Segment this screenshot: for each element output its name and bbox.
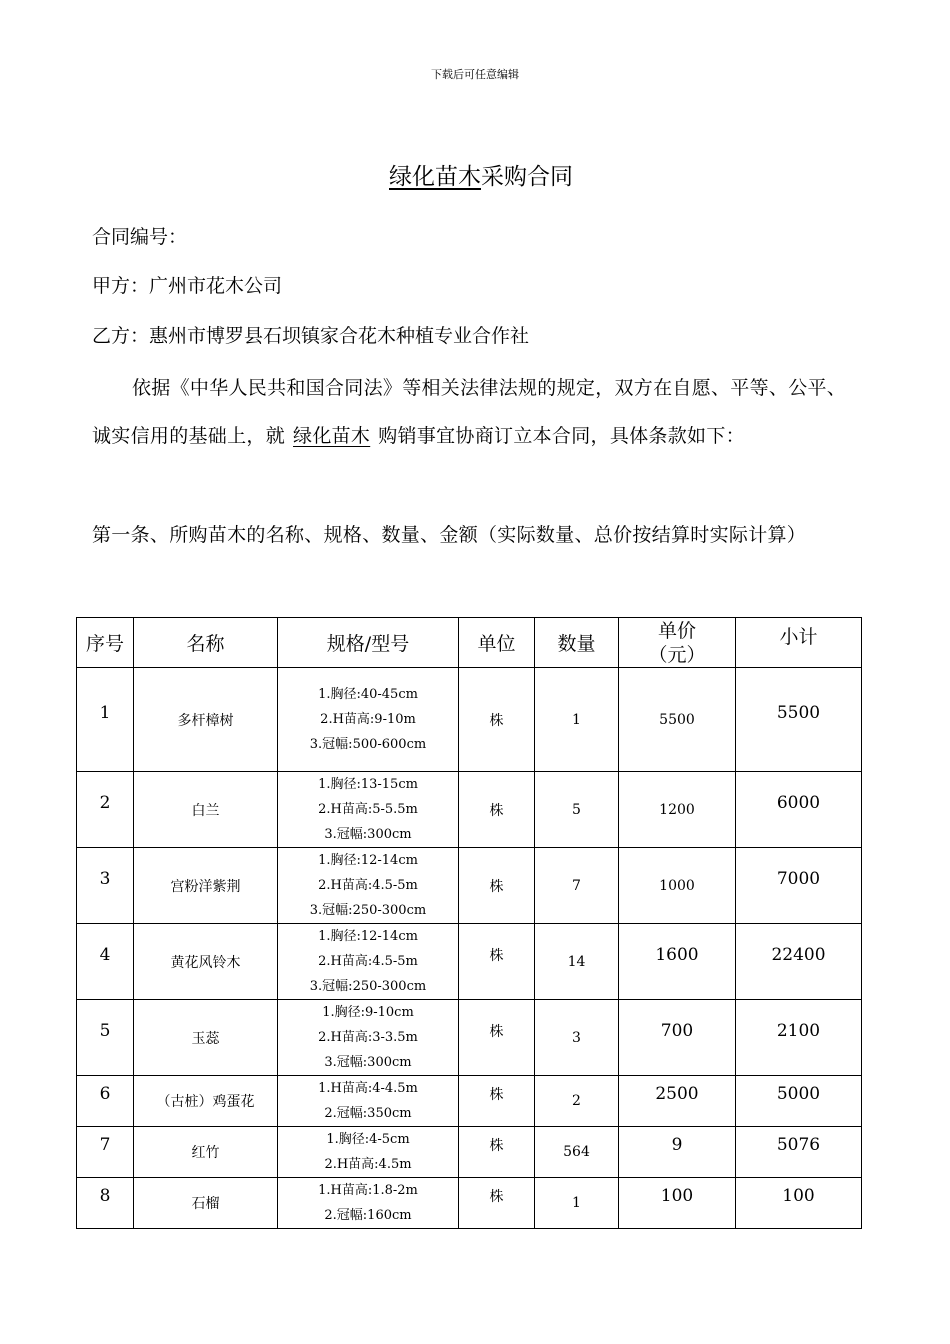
cell-no	[77, 924, 134, 1000]
table-row	[77, 772, 862, 848]
cell-unit: 株	[459, 772, 535, 848]
cell-qty: 3	[535, 1000, 619, 1076]
party-b: 乙方：惠州市博罗县石坝镇家合花木种植专业合作社	[92, 325, 530, 347]
cell-unit-text: 株	[489, 1023, 504, 1040]
spec-line: 3.冠幅:250-300cm	[309, 903, 427, 918]
header-price	[619, 618, 736, 668]
cell-qty: 7	[535, 848, 619, 924]
clause-intro-before: 依据《中华人民共和国合同法》等相关法律法规的规定，双方在自愿、平等、公平、诚实信用的基础上，就	[92, 377, 847, 447]
title-rest: 采购合同	[481, 164, 573, 190]
cell-qty: 1	[535, 668, 619, 772]
spec-line: 2.H苗高:5-5.5m	[318, 802, 418, 817]
cell-subtotal	[736, 1000, 862, 1076]
cell-subtotal	[736, 668, 862, 772]
cell-unit-text: 株	[489, 1138, 504, 1154]
title-subject: 绿化苗木	[389, 164, 481, 190]
cell-price	[619, 1178, 736, 1229]
spec-line: 1.胸径:12-14cm	[318, 929, 418, 944]
cell-price	[619, 1000, 736, 1076]
spec-line: 1.胸径:40-45cm	[318, 687, 418, 702]
cell-qty: 1	[535, 1178, 619, 1229]
table-row	[77, 924, 862, 1000]
cell-subtotal-text: 6000	[776, 792, 821, 813]
cell-qty: 14	[535, 924, 619, 1000]
cell-unit	[459, 1127, 535, 1178]
cell-name: 石榴	[134, 1178, 278, 1229]
cell-unit: 株	[459, 668, 535, 772]
cell-price-text: 9	[671, 1135, 683, 1155]
cell-unit: 株	[459, 848, 535, 924]
spec-line: 2.H苗高:3-3.5m	[318, 1030, 418, 1045]
cell-no	[77, 1076, 134, 1127]
header-subtotal-label: 小计	[779, 626, 818, 648]
cell-subtotal-text: 2100	[776, 1020, 821, 1041]
header-subtotal	[736, 618, 862, 668]
cell-no	[77, 848, 134, 924]
cell-unit	[459, 1000, 535, 1076]
cell-subtotal-text: 5000	[776, 1084, 821, 1104]
cell-spec	[278, 848, 459, 924]
cell-name: 玉蕊	[134, 1000, 278, 1076]
cell-spec	[278, 1000, 459, 1076]
table-row	[77, 1127, 862, 1178]
cell-name: 黄花风铃木	[134, 924, 278, 1000]
cell-name: （古桩）鸡蛋花	[134, 1076, 278, 1127]
cell-no	[77, 772, 134, 848]
cell-price	[619, 924, 736, 1000]
spec-line: 1.胸径:13-15cm	[318, 777, 418, 792]
cell-subtotal-text: 5076	[776, 1135, 821, 1155]
clause-intro-subject: 绿化苗木	[293, 425, 371, 447]
cell-spec	[278, 772, 459, 848]
spec-line: 2.冠幅:350cm	[324, 1106, 412, 1121]
cell-price: 1200	[619, 772, 736, 848]
cell-no-text: 3	[99, 868, 111, 889]
cell-no-text: 4	[99, 944, 111, 965]
cell-unit	[459, 924, 535, 1000]
cell-unit-text: 株	[489, 947, 504, 964]
cell-price-text: 1600	[655, 944, 699, 965]
header-price-line2: （元）	[648, 643, 706, 666]
spec-line: 1.胸径:4-5cm	[326, 1132, 410, 1147]
cell-subtotal	[736, 848, 862, 924]
cell-price-text: 2500	[655, 1084, 699, 1104]
table-row	[77, 1178, 862, 1229]
table-row	[77, 1000, 862, 1076]
cell-unit	[459, 1076, 535, 1127]
cell-no	[77, 668, 134, 772]
cell-price	[619, 1076, 736, 1127]
cell-spec	[278, 924, 459, 1000]
cell-name: 红竹	[134, 1127, 278, 1178]
cell-subtotal	[736, 1076, 862, 1127]
header-no: 序号	[77, 618, 134, 668]
page-title	[0, 158, 950, 191]
cell-no-text: 8	[99, 1186, 111, 1206]
cell-spec	[278, 1178, 459, 1229]
cell-price: 1000	[619, 848, 736, 924]
cell-no	[77, 1127, 134, 1178]
cell-subtotal	[736, 772, 862, 848]
cell-unit-text: 株	[489, 1087, 504, 1103]
table-row	[77, 1076, 862, 1127]
spec-line: 2.H苗高:4.5m	[324, 1157, 412, 1172]
spec-line: 3.冠幅:300cm	[324, 1055, 412, 1070]
clause-intro	[92, 364, 862, 460]
cell-spec	[278, 1076, 459, 1127]
header-unit: 单位	[459, 618, 535, 668]
cell-subtotal	[736, 924, 862, 1000]
party-a: 甲方：广州市花木公司	[92, 275, 283, 297]
spec-line: 1.H苗高:1.8-2m	[318, 1183, 418, 1198]
cell-qty: 2	[535, 1076, 619, 1127]
cell-name: 多杆樟树	[134, 668, 278, 772]
spec-line: 3.冠幅:300cm	[324, 827, 412, 842]
cell-subtotal-text: 7000	[776, 868, 821, 889]
header-qty: 数量	[535, 618, 619, 668]
spec-line: 1.胸径:12-14cm	[318, 853, 418, 868]
cell-price-text: 100	[660, 1186, 694, 1206]
cell-unit	[459, 1178, 535, 1229]
cell-subtotal	[736, 1178, 862, 1229]
table-body	[77, 668, 862, 1229]
contract-number-label: 合同编号：	[92, 226, 188, 248]
cell-unit-text: 株	[489, 1189, 504, 1205]
cell-spec	[278, 668, 459, 772]
spec-line: 3.冠幅:500-600cm	[309, 737, 427, 752]
cell-price-text: 700	[660, 1020, 694, 1041]
cell-spec	[278, 1127, 459, 1178]
cell-qty: 5	[535, 772, 619, 848]
cell-subtotal	[736, 1127, 862, 1178]
spec-line: 3.冠幅:250-300cm	[309, 979, 427, 994]
cell-no-text: 2	[99, 792, 111, 813]
spec-line: 1.胸径:9-10cm	[322, 1005, 414, 1020]
cell-no-text: 6	[99, 1084, 111, 1104]
table-row	[77, 848, 862, 924]
seedling-table	[76, 617, 862, 1229]
cell-no	[77, 1178, 134, 1229]
header-note: 下载后可任意编辑	[431, 68, 519, 81]
spec-line: 1.H苗高:4-4.5m	[318, 1081, 418, 1096]
spec-line: 2.H苗高:9-10m	[320, 712, 416, 727]
table-header-row	[77, 618, 862, 668]
header-spec: 规格/型号	[278, 618, 459, 668]
cell-price	[619, 1127, 736, 1178]
cell-subtotal-text: 22400	[771, 944, 826, 965]
header-name: 名称	[134, 618, 278, 668]
article-1: 第一条、所购苗木的名称、规格、数量、金额（实际数量、总价按结算时实际计算）	[92, 524, 807, 546]
cell-no-text: 5	[99, 1020, 111, 1041]
cell-subtotal-text: 5500	[776, 702, 821, 723]
spec-line: 2.冠幅:160cm	[324, 1208, 412, 1223]
clause-intro-after: 购销事宜协商订立本合同，具体条款如下：	[378, 425, 745, 447]
cell-no	[77, 1000, 134, 1076]
table-row	[77, 668, 862, 772]
cell-price: 5500	[619, 668, 736, 772]
cell-qty: 564	[535, 1127, 619, 1178]
cell-name: 白兰	[134, 772, 278, 848]
cell-name: 宫粉洋紫荆	[134, 848, 278, 924]
header-price-line1: 单价	[657, 619, 696, 642]
spec-line: 2.H苗高:4.5-5m	[318, 954, 418, 969]
cell-no-text: 7	[99, 1135, 111, 1155]
spec-line: 2.H苗高:4.5-5m	[318, 878, 418, 893]
cell-no-text: 1	[99, 702, 111, 723]
cell-subtotal-text: 100	[782, 1186, 815, 1206]
